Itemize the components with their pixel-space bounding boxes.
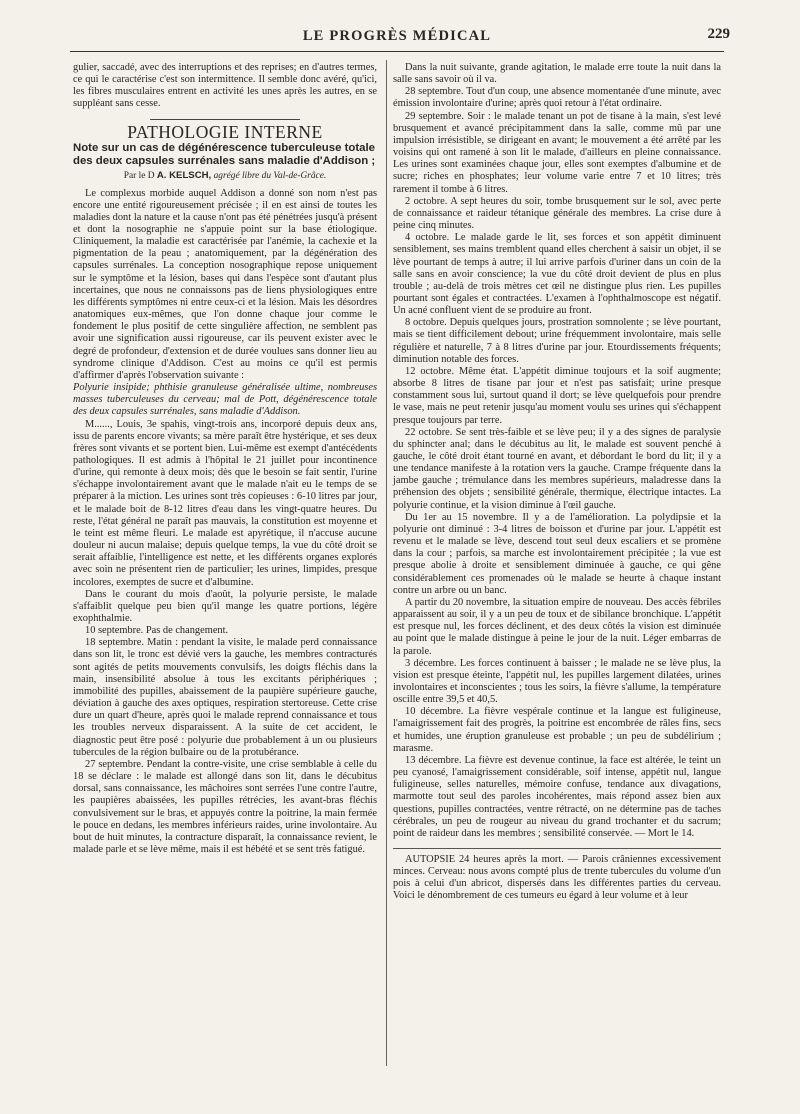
- header-rule: [70, 51, 724, 52]
- case-summary: Polyurie insipide; phthisie granuleuse généralisée ultime, nombreuses masses tuberculeuses du cerveau; mal de Pott, dégénérescence totale des deux capsules surrénales, sans maladie d'Addison.: [73, 382, 377, 418]
- left-column: [73, 62, 377, 856]
- article-title: Note sur un cas de dégénérescence tuberculeuse totale des deux capsules surrénales sans maladie d'Addison ;: [73, 141, 376, 168]
- paragraph: 12 octobre. Même état. L'appétit diminue toujours et la soif augmente; absorbe 8 litres de tisane par jour et n'est pas satisfait; urine presque constamment sous lui, surtout quand il dort; se lève quelquefois pour prendre le vase, mais ne peut retenir jusqu'au moment voulu ses urines qui s'échappent presque toujours par terre.: [393, 365, 721, 426]
- paragraph: 10 décembre. La fièvre vespérale continue et la langue est fuligineuse, l'amaigrissement fait des progrès, la poitrine est encombrée de râles fins, secs et humides, une éruption granuleuse est probable ; un peu de subdélirium ; marasme.: [393, 706, 721, 754]
- paragraph: 13 décembre. La fièvre est devenue continue, la face est altérée, le teint un peu cyanosé, l'amaigrissement considérable, soif intense, appétit nul, langue fuligineuse, selles naturelles, mémoire confuse, tendance aux divagations, marmotte tout seul des paroles incohérentes, mais répond assez bien aux questions, pupilles contractées, ventre rétracté, on ne détermine pas de taches cérébrales, un peu de rougeur au niveau du grand trochanter et du sacrum; point de raideur dans les membres ; sensibilité conservée. — Mort le 14.: [393, 754, 721, 839]
- section-title: PATHOLOGIE INTERNE: [127, 121, 323, 142]
- page-number: 229: [707, 26, 730, 42]
- paragraph: 10 septembre. Pas de changement.: [85, 625, 229, 637]
- autopsy-paragraph: AUTOPSIE 24 heures après la mort. — Parois crâniennes excessivement minces. Cerveau: nous avons compté plus de trente tubercules du volume d'un pois à celui d'un abricot, dispersés dans les différentes parties du cerveau. Voici le dénombrement de ces tumeurs eu égard à leur volume et à leur: [393, 854, 721, 902]
- paragraph: 18 septembre. Matin : pendant la visite, le malade perd connaissance dans son lit, le tronc est dévié vers la gauche, les membres contracturés sont agités de petits mouvements convulsifs, les doigts fléchis dans la main, insensibilité absolue à tous les excitants périphériques ; immobilité des pupilles, abaissement de la paupière supérieure gauche, déviation à gauche des axes optiques, respiration stertoreuse. Cette crise dure un quart d'heure, après quoi le malade reprend connaissance et tous les troubles nerveux disparaissent. A la suite de cet accident, le diagnostic peut être posé : polyurie due probablement à un ou plusieurs tubercules de la région bulbaire ou de la protubérance.: [73, 637, 377, 758]
- paragraph: M......, Louis, 3e spahis, vingt-trois ans, incorporé depuis deux ans, issu de parents encore vivants; sa mère paraît être hystérique, et ses deux frères sont vivants et se portent bien. Lui-même est exempt d'antécédents pathologiques. Il est admis à l'hôpital le 21 juillet pour incontinence d'urine, qui remonte à deux mois; dès que le besoin se fait sentir, l'urine s'échappe involontairement avant que le malade n'ait eu le temps de se préparer à la miction. Les urines sont très copieuses : 6-10 litres par jour, et le malade boit de 8-12 litres d'eau dans les vingt-quatre heures. Du reste, l'état général ne paraît pas mauvais, la constitution est moyenne et le teint est même fleuri. Le malade est apyrétique, il n'accuse aucune douleur ni aucun malaise; depuis quelque temps, la vue du côté droit se serait affaiblie, l'intelligence est nette, et les différents organes explorés avec soin ne présentent rien de particulier; les urines, limpides, presque incolores, exemptes de sucre et d'albumine.: [73, 418, 377, 588]
- autopsy-separator: [393, 848, 721, 849]
- byline-prefix: Par le D: [123, 171, 155, 182]
- paragraph: 4 octobre. Le malade garde le lit, ses forces et son appétit diminuent sensiblement, ses mains tremblent quand elles cherchent à saisir un objet, il se lève pourtant de temps à autre; il lui arrive parfois d'uriner dans un coin de la salle sans en avoir conscience; la vue du côté droit devient de plus en plus trouble ; au-delà de trois mètres cet œil ne distingue plus rien. Les pupilles pourtant sont égales et contractées. L'examen à l'ophthalmoscope est négatif. Un acné confluent vient de se produire au front.: [393, 232, 721, 317]
- running-title: LE PROGRÈS MÉDICAL: [302, 28, 492, 44]
- right-column: [393, 62, 721, 903]
- page-header: [70, 22, 730, 48]
- paragraph: 22 octobre. Se sent très-faible et se lève peu; il y a des signes de paralysie du sphincter anal; dans le décubitus au lit, le malade est souvent penché à gauche, le côté droit étant tourné en avant, et débordant le bord du lit; il y a une tendance manifeste à la rotation vers la gauche. Crampe fréquente dans la jambe gauche ; trémulance dans les membres supérieurs, maladresse dans la préhension des objets ; sensibilité générale, thermique, électrique intactes. La polyurie continue, et la vision diminue à l'œil gauche.: [393, 426, 721, 511]
- paragraph: 8 octobre. Depuis quelques jours, prostration somnolente ; se lève pourtant, mais se tient difficilement debout; urine fréquemment involontaire, mais selle régulière et naturelle, 7 à 8 litres d'urine par jour. Etourdissements fréquents; diminution notable des forces.: [393, 317, 721, 365]
- paragraph: 27 septembre. Pendant la contre-visite, une crise semblable à celle du 18 se déclare : le malade est allongé dans son lit, dans le décubitus dorsal, sans connaissance, les mâchoires sont serrées l'une contre l'autre, les paupières abaissées, les pupilles rétrécies, les avant-bras fléchis convulsivement sur le bras, et appuyés contre la poitrine, la main fermée le pouce en dedans, les membres inférieurs raides, urine involontaire. Au bout de huit minutes, la contracture disparaît, la connaissance revient, le malade parle et se lève même, mais il est hébété et se sent très fatigué.: [73, 758, 377, 855]
- column-divider: [386, 60, 387, 1066]
- byline-author: A. KELSCH,: [156, 170, 212, 182]
- paragraph: 29 septembre. Soir : le malade tenant un pot de tisane à la main, s'est levé brusquement et avancé précipitamment dans la salle, comme mû par une impulsion irrésistible, se dirigeant en avant; le mouvement a été arrêté par les voisins qui ont ramené à son lit le malade, d'ailleurs en pleine connaissance. Les urines sont examinées chaque jour, elles sont exemptes d'albumine et de sucre; riches en phosphates; leur volume varie entre 7 et 10 litres; très rarement il tombe à 6 litres.: [393, 110, 721, 195]
- paragraph: Dans la nuit suivante, grande agitation, le malade erre toute la nuit dans la salle sans savoir où il va.: [393, 62, 721, 86]
- paragraph: 2 octobre. A sept heures du soir, tombe brusquement sur le sol, avec perte de connaissance et raideur tétanique générale des membres. La crise dure à peine cinq minutes.: [393, 195, 721, 232]
- paragraph: 28 septembre. Tout d'un coup, une absence momentanée d'une minute, avec émission involontaire d'urine; après quoi retour à l'état ordinaire.: [393, 86, 721, 110]
- paragraph: Du 1er au 15 novembre. Il y a de l'amélioration. La polydipsie et la polyurie ont diminué : 3-4 litres de boisson et d'urine par jour. L'appétit est revenu et le malade se lève, descend tout seul deux escaliers et se promène dans la cour ; parfois, sa marche est involontairement précipitée ; la vue est presque abolie à droite et sensiblement diminuée à gauche, ce qui gêne considérablement ces promenades où le malade se heurte à chaque instant contre un arbre ou un banc.: [393, 511, 721, 596]
- paragraph: Le complexus morbide auquel Addison a donné son nom n'est pas encore une entité rigoureusement précisée ; il en est ainsi de toutes les maladies dont la nature et la cause n'ont pas été pénétrées jusqu'à présent et dont la nosographie ne s'appuie point sur la base étiologique. Cliniquement, la maladie est caractérisée par l'anémie, la cachexie et la pigmentation de la peau ; anatomiquement, par la dégénération des capsules surrénales. La conception nosographique repose uniquement sur le symptôme et la lésion, bases qui dans l'espèce sont d'autant plus incertaines, que nous ne connaissons pas de liens physiologiques entre les différents symptômes ni entre ceux-ci et la lésion. Mais les désordres anatomiques eux-mêmes, que l'on donne chaque jour comme le fondement le plus positif de cette singulière affection, ne semblent pas avoir une signification aussi rigoureuse, car ils peuvent exister avec le degré de profondeur, d'extension et de durée voulues sans donner lieu au syndrome clinique d'Addison. C'est au moins ce qu'il est permis d'affirmer d'après l'observation suivante :: [73, 187, 377, 381]
- byline-affiliation: agrégé libre du Val-de-Grâce.: [213, 171, 327, 182]
- paragraph: 3 décembre. Les forces continuent à baisser ; le malade ne se lève plus, la vision est presque éteinte, l'appétit nul, les pupilles largement dilatées, urines involontaires et inconscientes ; tous les soirs, la fièvre s'allume, la température oscille entre 39,5 et 40,5.: [393, 657, 721, 706]
- intro-paragraph: gulier, saccadé, avec des interruptions et des reprises; en d'autres termes, ce qui le caractérise c'est son intermittence. Il semble donc avéré, qu'ici, les fibres musculaires entrent en activité les unes après les autres, en se suppléant sans cesse.: [73, 62, 377, 110]
- paragraph: A partir du 20 novembre, la situation empire de nouveau. Des accès fébriles apparaissent au soir, il y a un peu de toux et de sibilance bronchique. L'appétit est presque nul, les forces déclinent, et des deux côtés la vision est diminuée au point que le malade distingue à peine le jour de la nuit. Léger embarras de la parole.: [393, 596, 721, 657]
- section-separator: [150, 119, 300, 120]
- byline: [73, 170, 377, 182]
- paragraph: Dans le courant du mois d'août, la polyurie persiste, le malade s'affaiblit quelque peu bien qu'il mange les quatre portions, légère exophthalmie.: [73, 588, 377, 624]
